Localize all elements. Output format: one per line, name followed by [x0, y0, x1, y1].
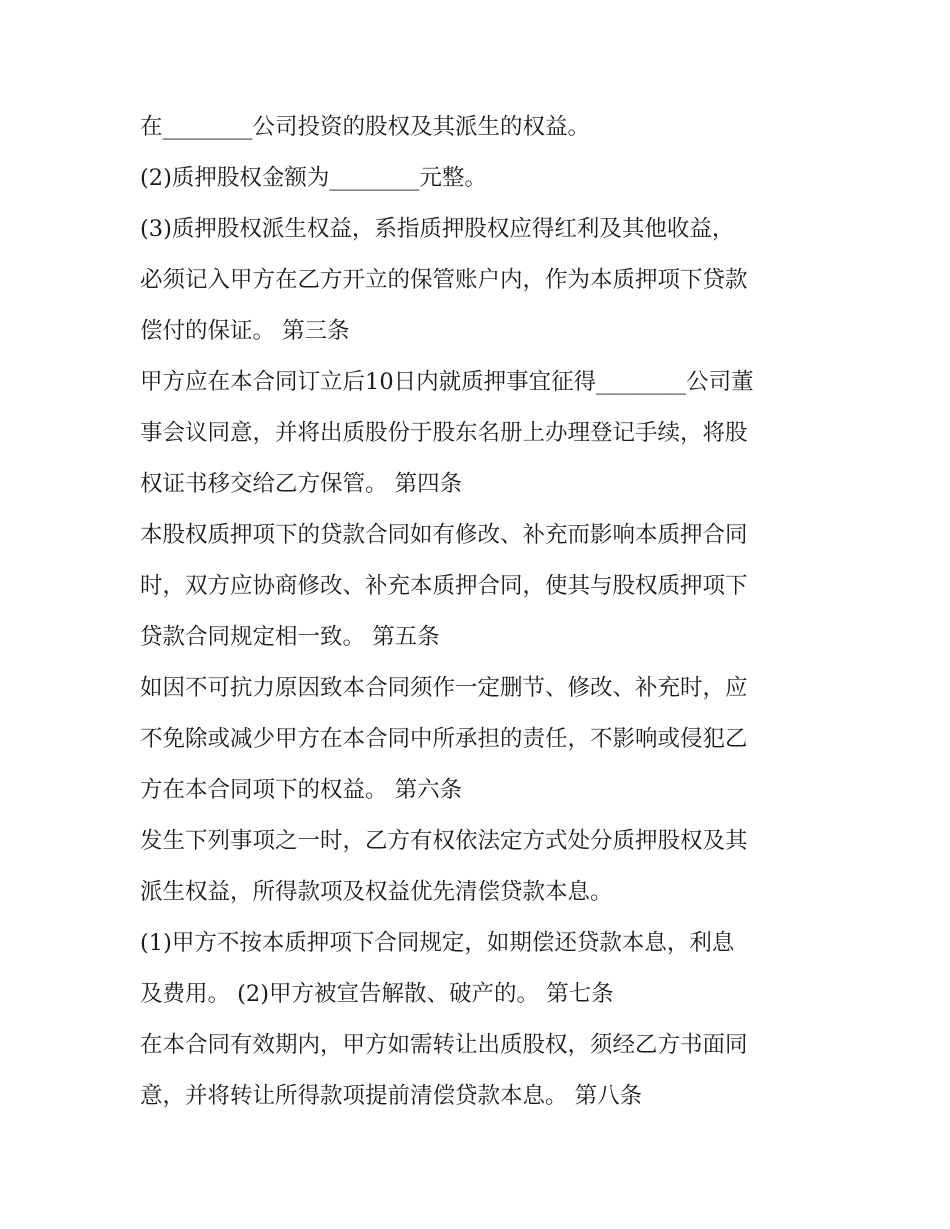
text-line: 如因不可抗力原因致本合同须作一定删节、修改、补充时，应 — [140, 675, 748, 701]
text-line: (1)甲方不按本质押项下合同规定，如期偿还贷款本息，利息 — [140, 930, 735, 956]
text-line: 本股权质押项下的贷款合同如有修改、补充而影响本质押合同 — [140, 522, 748, 548]
text-line: 在本合同有效期内，甲方如需转让出质股权，须经乙方书面同 — [140, 1032, 748, 1058]
text-line: 权证书移交给乙方保管。 第四条 — [140, 471, 463, 497]
text-line: 方在本合同项下的权益。 第六条 — [140, 777, 463, 803]
text-line: 在________公司投资的股权及其派生的权益。 — [140, 114, 591, 140]
document-body — [140, 102, 820, 1122]
text-line: (3)质押股权派生权益，系指质押股权应得红利及其他收益， — [140, 216, 735, 242]
text-line: 事会议同意，并将出质股份于股东名册上办理登记手续，将股 — [140, 420, 748, 446]
text-line: (2)质押股权金额为________元整。 — [140, 165, 487, 191]
text-line: 必须记入甲方在乙方开立的保管账户内，作为本质押项下贷款 — [140, 267, 748, 293]
text-line: 甲方应在本合同订立后10日内就质押事宜征得________公司董 — [140, 369, 754, 395]
text-line: 时，双方应协商修改、补充本质押合同，使其与股权质押项下 — [140, 573, 748, 599]
text-line: 不免除或减少甲方在本合同中所承担的责任，不影响或侵犯乙 — [140, 726, 748, 752]
text-line: 发生下列事项之一时，乙方有权依法定方式处分质押股权及其 — [140, 828, 748, 854]
text-line: 意，并将转让所得款项提前清偿贷款本息。 第八条 — [140, 1083, 643, 1109]
text-line: 及费用。 (2)甲方被宣告解散、破产的。 第七条 — [140, 981, 614, 1007]
text-line: 派生权益，所得款项及权益优先清偿贷款本息。 — [140, 879, 613, 905]
text-line: 贷款合同规定相一致。 第五条 — [140, 624, 440, 650]
text-line: 偿付的保证。 第三条 — [140, 318, 350, 344]
